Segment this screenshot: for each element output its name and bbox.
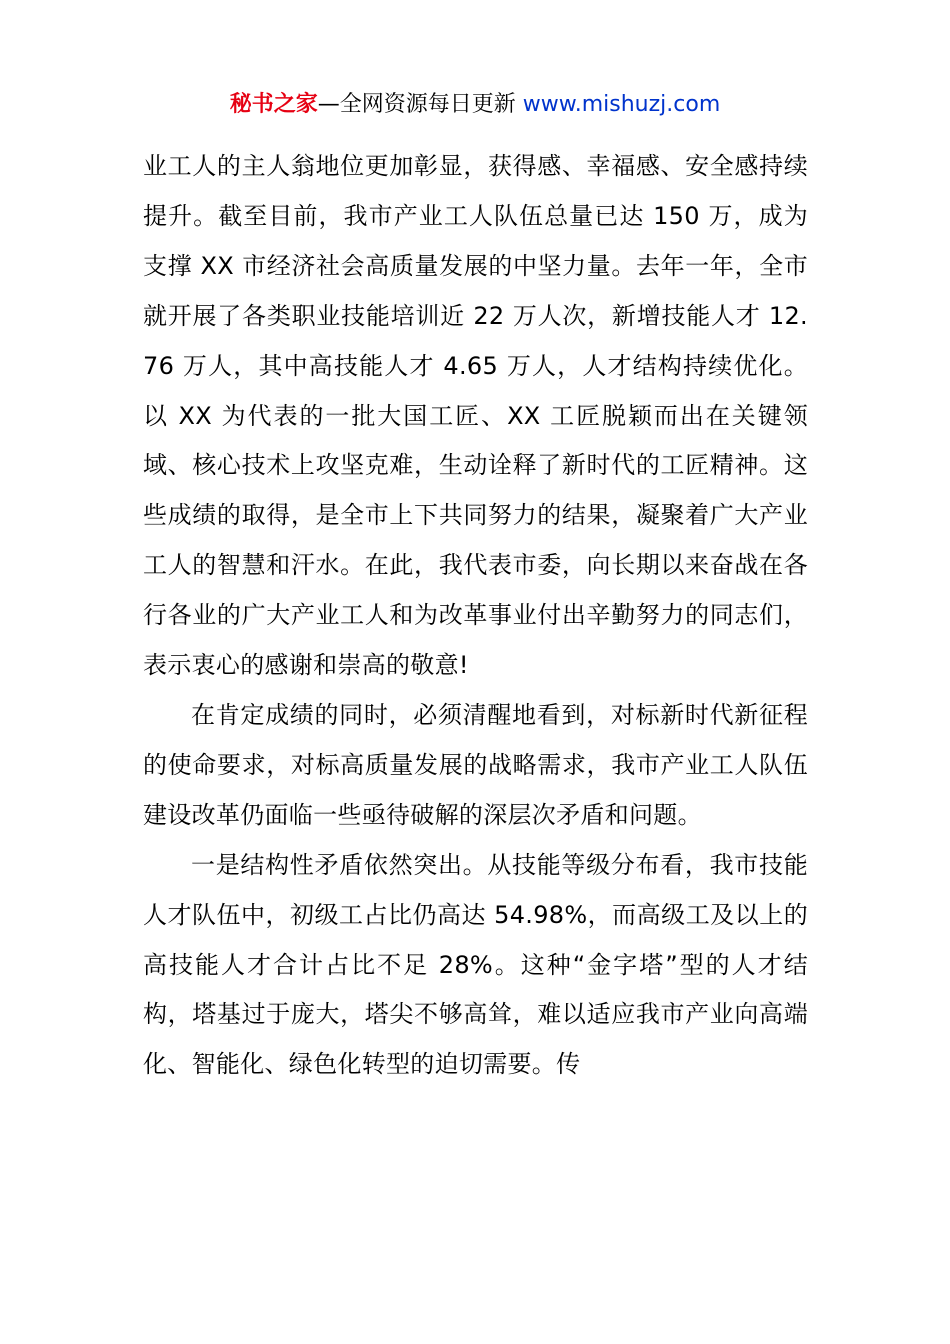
document-body (143, 142, 808, 1090)
paragraph-achievements: 业工人的主人翁地位更加彰显，获得感、幸福感、安全感持续提升。截至目前，我市产业工人队伍总量已达 150 万，成为支撑 XX 市经济社会高质量发展的中坚力量。去年一年，全市就开展了各类职业技能培训近 22 万人次，新增技能人才 12.76 万人，其中高技能人才 4.65 万人，人才结构持续优化。以 XX 为代表的一批大国工匠、XX 工匠脱颖而出在关键领域、核心技术上攻坚克难，生动诠释了新时代的工匠精神。这些成绩的取得，是全市上下共同努力的结果，凝聚着广大产业工人的智慧和汗水。在此，我代表市委，向长期以来奋战在各行各业的广大产业工人和为改革事业付出辛勤努力的同志们，表示衷心的感谢和崇高的敬意! (143, 152, 808, 680)
site-url-link[interactable]: www.mishuzj.com (522, 92, 721, 117)
page-header (0, 88, 950, 122)
paragraph-structural-contradiction: 一是结构性矛盾依然突出。从技能等级分布看，我市技能人才队伍中，初级工占比仍高达 54.98%，而高级工及以上的高技能人才合计占比不足 28%。这种“金字塔”型的人才结构，塔基过于庞大，塔尖不够高耸，难以适应我市产业向高端化、智能化、绿色化转型的迫切需要。传 (143, 850, 808, 1079)
paragraph-challenges-intro: 在肯定成绩的同时，必须清醒地看到，对标新时代新征程的使命要求，对标高质量发展的战略需求，我市产业工人队伍建设改革仍面临一些亟待破解的深层次矛盾和问题。 (143, 700, 808, 829)
header-tagline: —全网资源每日更新 (317, 92, 523, 117)
brand-name: 秘书之家 (229, 92, 318, 117)
